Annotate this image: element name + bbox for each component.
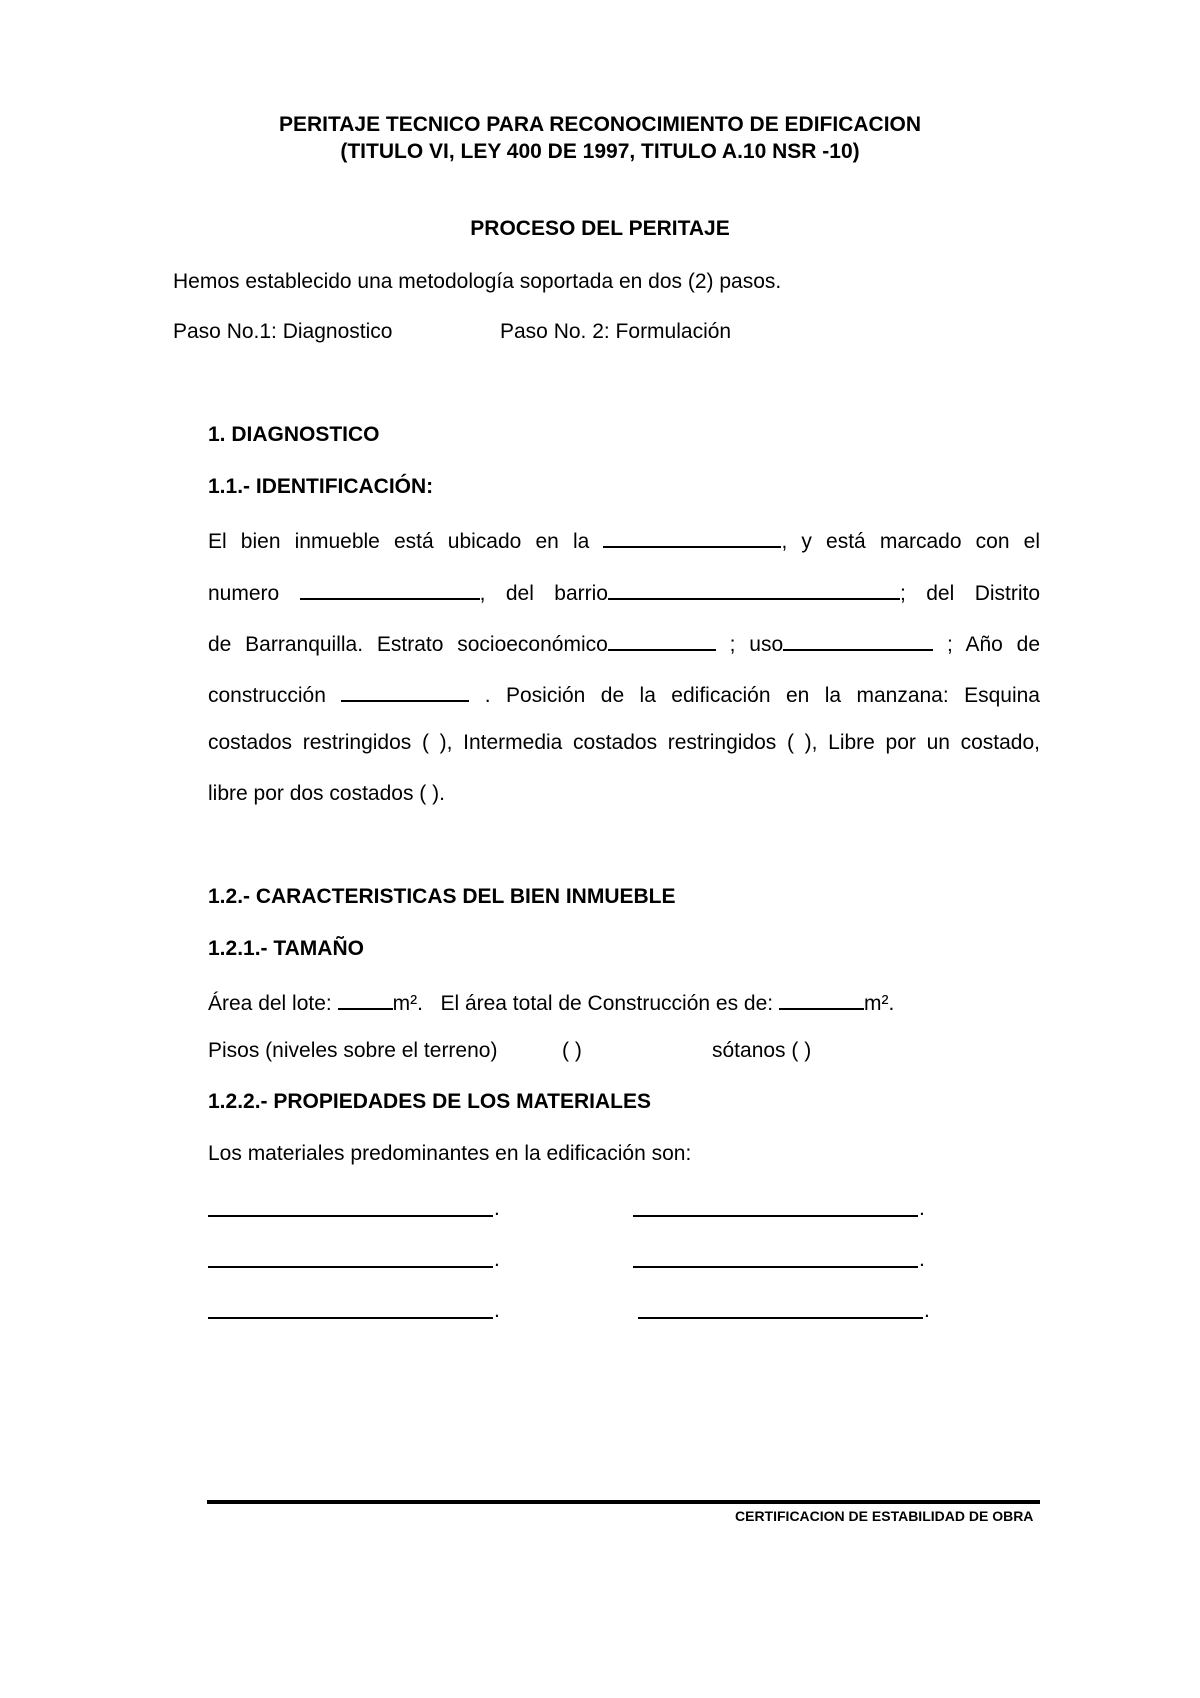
identification-line-2: numero , del barrio ; del Distrito — [208, 578, 1040, 606]
identification-line-5: costados restringidos ( ), Intermedia costados restringidos ( ), Libre por un costado, — [208, 731, 1040, 754]
identification-line-4: construcción . Posición de la edificación en la manzana: Esquina — [208, 680, 1040, 708]
material-dot-2: . — [919, 1197, 925, 1220]
identification-line-6: libre por dos costados ( ). — [208, 782, 445, 805]
identification-line-3: de Barranquilla. Estrato socioeconómico ; uso ; Año de — [208, 629, 1040, 657]
footer-label: CERTIFICACION DE ESTABILIDAD DE OBRA — [735, 1508, 1034, 1524]
material-dot-5: . — [494, 1299, 500, 1322]
construction-year-field[interactable] — [341, 680, 469, 702]
section-identificacion-title: 1.1.- IDENTIFICACIÓN: — [208, 475, 434, 498]
lot-area-field[interactable] — [338, 988, 393, 1010]
estrato-field[interactable] — [608, 629, 716, 651]
material-dot-1: . — [494, 1197, 500, 1220]
floors-count[interactable]: ( ) — [562, 1039, 582, 1062]
section-caracteristicas-title: 1.2.- CARACTERISTICAS DEL BIEN INMUEBLE — [208, 885, 676, 908]
step-2: Paso No. 2: Formulación — [500, 320, 732, 343]
number-field[interactable] — [300, 578, 480, 600]
materials-text: Los materiales predominantes en la edificación son: — [208, 1142, 692, 1165]
material-dot-4: . — [919, 1248, 925, 1271]
basements-count[interactable]: sótanos ( ) — [712, 1039, 812, 1062]
floors-label: Pisos (niveles sobre el terreno) — [208, 1039, 498, 1062]
material-field-4[interactable] — [633, 1266, 918, 1268]
material-field-6[interactable] — [638, 1317, 923, 1319]
construction-area-field[interactable] — [779, 988, 864, 1010]
document-subtitle: (TITULO VI, LEY 400 DE 1997, TITULO A.10 NSR -10) — [340, 140, 860, 163]
footer-rule — [207, 1500, 1040, 1504]
barrio-field[interactable] — [608, 578, 900, 600]
document-title: PERITAJE TECNICO PARA RECONOCIMIENTO DE EDIFICACION — [278, 113, 922, 136]
material-field-5[interactable] — [208, 1317, 493, 1319]
process-title: PROCESO DEL PERITAJE — [470, 217, 730, 240]
material-field-1[interactable] — [208, 1215, 493, 1217]
step-1: Paso No.1: Diagnostico — [173, 320, 393, 343]
material-dot-6: . — [924, 1299, 930, 1322]
section-diagnostico-title: 1. DIAGNOSTICO — [208, 423, 380, 446]
section-materiales-title: 1.2.2.- PROPIEDADES DE LOS MATERIALES — [208, 1090, 652, 1113]
location-field[interactable] — [603, 526, 781, 548]
material-field-2[interactable] — [633, 1215, 918, 1217]
methodology-text: Hemos establecido una metodología soportada en dos (2) pasos. — [173, 270, 782, 293]
uso-field[interactable] — [783, 629, 933, 651]
area-line: Área del lote: m². El área total de Construcción es de: m². — [208, 988, 894, 1016]
material-field-3[interactable] — [208, 1266, 493, 1268]
identification-line-1: El bien inmueble está ubicado en la , y está marcado con el — [208, 526, 1040, 554]
section-tamano-title: 1.2.1.- TAMAÑO — [208, 937, 364, 960]
material-dot-3: . — [494, 1248, 500, 1271]
